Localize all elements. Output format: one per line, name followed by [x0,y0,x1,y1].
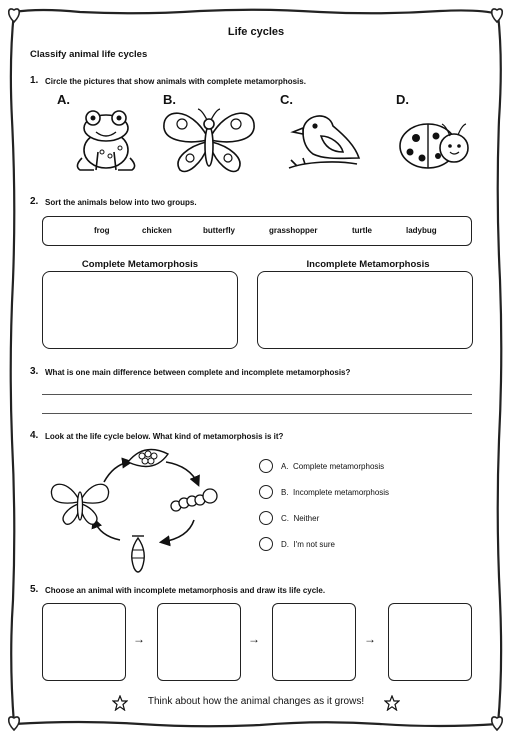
option-c-letter: C. [280,92,293,107]
answer-line[interactable] [42,394,472,395]
draw-box-1[interactable] [42,603,126,681]
arrow-icon: → [133,632,145,646]
question-2-text: Sort the animals below into two groups. [45,198,197,207]
question-1-text: Circle the pictures that show animals with complete metamorphosis. [45,77,306,86]
question-2-number: 2. [30,196,39,207]
word-grasshopper[interactable]: grasshopper [269,226,318,235]
word-chicken[interactable]: chicken [142,226,172,235]
caterpillar-icon [171,489,217,511]
heart-corner-icon [9,717,20,730]
page-title: Life cycles [227,26,285,38]
adult-butterfly-icon [51,484,108,524]
word-ladybug[interactable]: ladybug [406,226,437,235]
question-1-number: 1. [30,75,39,86]
footer-text: Think about how the animal changes as it grows! [147,696,365,707]
heart-corner-icon [492,717,503,730]
word-turtle[interactable]: turtle [352,226,372,235]
question-5-text: Choose an animal with incomplete metamorphosis and draw its life cycle. [45,586,326,595]
option-b-label[interactable]: B. Incomplete metamorphosis [281,488,390,497]
ladybug-icon[interactable] [396,110,476,174]
option-b-letter: B. [163,92,176,107]
arrow-icon: → [248,632,260,646]
group-incomplete-title: Incomplete Metamorphosis [306,259,430,270]
chrysalis-icon [132,536,145,572]
page-subtitle: Classify animal life cycles [30,49,148,60]
option-d-radio[interactable] [259,537,273,551]
question-5-number: 5. [30,584,39,595]
question-4-text: Look at the life cycle below. What kind of metamorphosis is it? [45,432,284,441]
draw-box-4[interactable] [388,603,472,681]
draw-box-3[interactable] [272,603,356,681]
incomplete-answer-box[interactable] [257,271,473,349]
option-c-label[interactable]: C. Neither [281,514,320,523]
draw-box-2[interactable] [157,603,241,681]
option-d-label[interactable]: D. I'm not sure [281,540,335,549]
option-b-radio[interactable] [259,485,273,499]
heart-corner-icon [9,9,20,22]
answer-line[interactable] [42,413,472,414]
word-frog[interactable]: frog [94,226,110,235]
word-butterfly[interactable]: butterfly [203,226,235,235]
bird-icon[interactable] [285,106,363,176]
life-cycle-diagram [44,444,234,578]
complete-answer-box[interactable] [42,271,238,349]
butterfly-icon[interactable] [160,106,258,176]
option-a-radio[interactable] [259,459,273,473]
question-3-text: What is one main difference between complete and incomplete metamorphosis? [45,368,351,377]
option-a-label[interactable]: A. Complete metamorphosis [281,462,385,471]
heart-corner-icon [492,9,503,22]
group-complete-title: Complete Metamorphosis [81,259,199,270]
eggs-on-leaf-icon [128,450,168,467]
question-3-number: 3. [30,366,39,377]
option-a-letter: A. [57,92,70,107]
star-icon [384,695,400,711]
arrow-icon: → [364,632,376,646]
option-d-letter: D. [396,92,409,107]
option-c-radio[interactable] [259,511,273,525]
question-4-number: 4. [30,430,39,441]
frog-icon[interactable] [72,108,140,174]
